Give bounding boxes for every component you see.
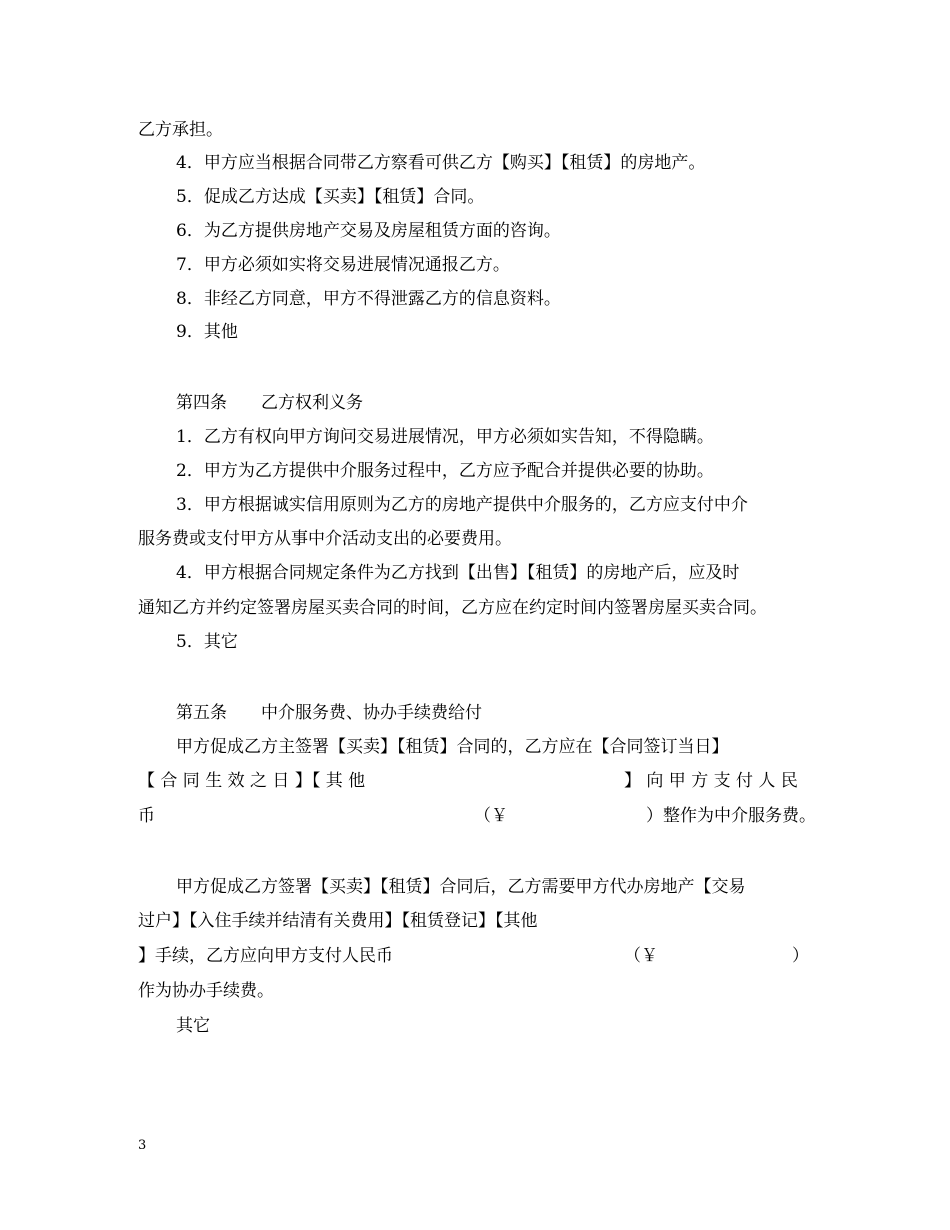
text-line: 5．其它 <box>176 632 238 652</box>
text-fragment: 】 向 甲 方 支 付 人 民 <box>624 771 798 791</box>
text-line: 2．甲方为乙方提供中介服务过程中，乙方应予配合并提供必要的协助。 <box>176 461 714 481</box>
page-number: 3 <box>138 1138 147 1153</box>
text-line: 5．促成乙方达成【买卖】【租赁】合同。 <box>176 187 485 207</box>
text-line: 【 合 同 生 效 之 日 】【 其 他 <box>138 771 366 791</box>
text-line: 7．甲方必须如实将交易进展情况通报乙方。 <box>176 255 510 275</box>
text-line: 3．甲方根据诚实信用原则为乙方的房地产提供中介服务的，乙方应支付中介 <box>176 495 748 515</box>
section-heading: 第四条 乙方权利义务 <box>176 393 363 413</box>
text-line: 作为协办手续费。 <box>138 981 274 1001</box>
text-line: 乙方承担。 <box>138 120 223 140</box>
text-line: 1．乙方有权向甲方询问交易进展情况，甲方必须如实告知，不得隐瞒。 <box>176 427 714 447</box>
text-fragment: ） <box>792 946 809 966</box>
section-heading: 第五条 中介服务费、协办手续费给付 <box>176 703 482 723</box>
text-line: 过户】【入住手续并结清有关费用】【租赁登记】【其他 <box>138 911 538 931</box>
text-fragment: （￥ <box>624 946 658 966</box>
text-fragment: （￥ <box>474 806 508 826</box>
text-fragment: 】手续，乙方应向甲方支付人民币 <box>138 946 393 966</box>
text-line: 服务费或支付甲方从事中介活动支出的必要费用。 <box>138 529 512 549</box>
text-line: 甲方促成乙方主签署【买卖】【租赁】合同的，乙方应在【合同签订当日】 <box>176 737 729 757</box>
text-line: 9．其他 <box>176 322 238 342</box>
text-line: 其它 <box>176 1016 210 1036</box>
text-line: 4．甲方应当根据合同带乙方察看可供乙方【购买】【租赁】的房地产。 <box>176 153 706 173</box>
text-line: 甲方促成乙方签署【买卖】【租赁】合同后，乙方需要甲方代办房地产【交易 <box>176 877 746 897</box>
text-line: 通知乙方并约定签署房屋买卖合同的时间，乙方应在约定时间内签署房屋买卖合同。 <box>138 598 767 618</box>
text-line: 8．非经乙方同意，甲方不得泄露乙方的信息资料。 <box>176 289 561 309</box>
text-line: 6．为乙方提供房地产交易及房屋租赁方面的咨询。 <box>176 221 561 241</box>
text-line: 4．甲方根据合同规定条件为乙方找到【出售】【租赁】的房地产后，应及时 <box>176 563 740 583</box>
text-fragment: ）整作为中介服务费。 <box>646 806 816 826</box>
text-fragment: 币 <box>138 806 155 826</box>
